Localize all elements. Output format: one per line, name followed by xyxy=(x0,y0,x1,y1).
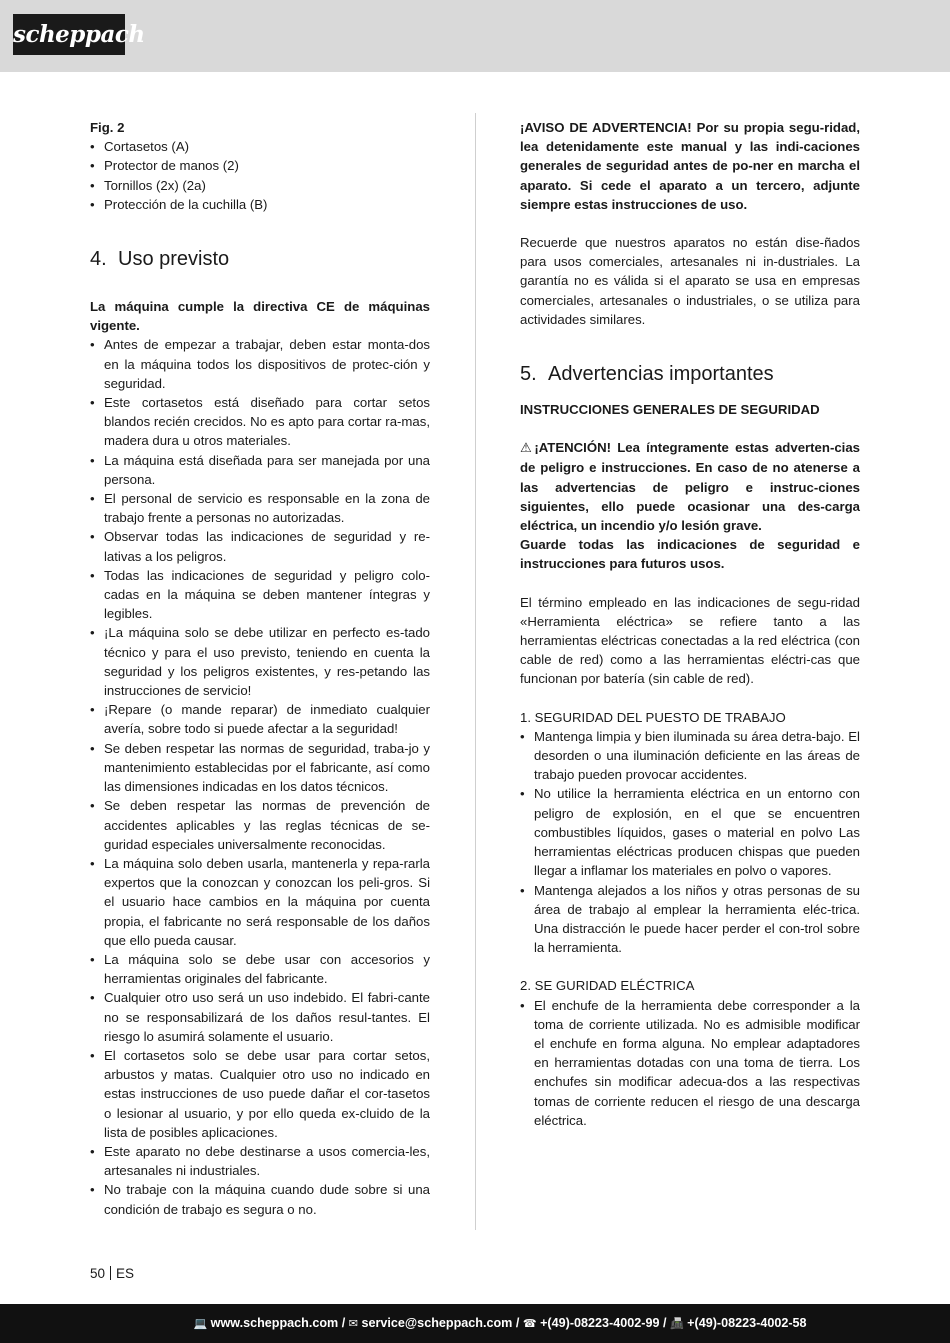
section-number: 4. xyxy=(90,248,107,271)
commercial-use-note: Recuerde que nuestros aparatos no están dise-ñados para usos comerciales, artesanales ni in-dustriales. La garantía no es válida si el aparato se usa en empresas comerciales, artesanales o industriales, o se utiliza para actividades similares. xyxy=(520,235,860,327)
warning-notice: ¡AVISO DE ADVERTENCIA! Por su propia segu-ridad, lea detenidamente este manual y las indi-caciones generales de seguridad antes de po-ner en marcha el aparato. Si cede el aparato a un tercero, adjunte siempre estas instrucciones de uso. xyxy=(520,120,860,212)
list-item: • ¡Repare (o mande reparar) de inmediato cualquier avería, sobre todo si puede afectar a la seguridad! xyxy=(90,700,430,738)
column-divider xyxy=(475,113,476,1230)
attention-warning xyxy=(520,438,860,535)
list-item: • Se deben respetar las normas de prevención de accidentes aplicables y las reglas técnicas de se-guridad especiales universalmente reconocidas. xyxy=(90,796,430,854)
section-5-heading xyxy=(520,362,860,386)
list-item: • El cortasetos solo se debe usar para cortar setos, arbustos y matas. Cualquier otro uso no indicado en estas instrucciones de uso puede dañar el cor-tasetos o lesionar al usuario, y por ello queda ex-cluido de la lista de posibles aplicaciones. xyxy=(90,1046,430,1142)
fig-title: Fig. 2 xyxy=(90,120,125,135)
warning-triangle-icon: ⚠ xyxy=(520,441,535,457)
section-4-heading xyxy=(90,247,430,271)
language-code: ES xyxy=(116,1266,135,1281)
list-item: • La máquina está diseñada para ser manejada por una persona. xyxy=(90,451,430,489)
list-item: • Protector de manos (2) xyxy=(90,156,430,175)
section-number: 5. xyxy=(520,363,537,386)
page-number xyxy=(90,1265,134,1283)
intended-use-list xyxy=(90,335,430,1218)
list-item: • La máquina solo deben usarla, mantenerla y repa-rarla expertos que la conozcan y conozcan los peli-gros. Si el usuario hace cambios en la máquina por cuenta propia, el fabricante no será responsable de los daños que ello pueda causar. xyxy=(90,854,430,950)
list-item: • El personal de servicio es responsable en la zona de trabajo frente a personas no autorizadas. xyxy=(90,489,430,527)
page-number-value: 50 xyxy=(90,1266,106,1281)
subsection-2-title: 2. SE GURIDAD ELÉCTRICA xyxy=(520,978,695,994)
list-item: • Antes de empezar a trabajar, deben estar monta-dos en la máquina todos los dispositivos de protec-ción y seguridad. xyxy=(90,335,430,393)
footer-fax: +(49)-08223-4002-58 xyxy=(687,1316,807,1330)
list-item: • No utilice la herramienta eléctrica en un entorno con peligro de explosión, en el que se encuentren combustibles líquidos, gases o material en polvo Las herramientas eléctricas producen chispas que pueden llegar a inflamar los materiales en polvo o vapores. xyxy=(520,784,860,880)
fig-parts-list xyxy=(90,137,430,214)
phone-icon: ☎ xyxy=(522,1317,537,1330)
keep-instructions-note: Guarde todas las indicaciones de seguridad e instrucciones para futuros usos. xyxy=(520,537,860,572)
right-column xyxy=(520,118,860,1130)
power-tool-definition: El término empleado en las indicaciones de segu-ridad «Herramienta eléctrica» se refiere tanto a las herramientas eléctricas conectadas a la red eléctrica (con cable de red) como a las herramientas eléctri-cas que funcionan por batería (sin cable de red). xyxy=(520,594,860,687)
footer-website[interactable]: www.scheppach.com / xyxy=(210,1316,346,1330)
section-title: Uso previsto xyxy=(118,248,230,271)
page-header xyxy=(0,0,950,72)
workplace-safety-list xyxy=(520,727,860,957)
list-item: • Cortasetos (A) xyxy=(90,137,430,156)
list-item: • La máquina solo se debe usar con accesorios y herramientas originales del fabricante. xyxy=(90,950,430,988)
scheppach-logo: scheppach xyxy=(13,14,125,55)
subsection-1-title: 1. SEGURIDAD DEL PUESTO DE TRABAJO xyxy=(520,709,786,725)
directive-statement: La máquina cumple la directiva CE de máquinas vigente. xyxy=(90,299,430,334)
list-item: • El enchufe de la herramienta debe corresponder a la toma de corriente utilizada. No es admisible modificar el enchufe en forma alguna. No emplear adaptadores en herramientas dotadas con una toma de tierra. Los enchufes sin modificar adecua-dos a las respectivas tomas de corriente reducen el riesgo de una descarga eléctrica. xyxy=(520,996,860,1130)
left-column xyxy=(90,118,430,1219)
list-item: • Mantenga limpia y bien iluminada su área detra-bajo. El desorden o una iluminación deficiente en las áreas de trabajo pueden provocar accidentes. xyxy=(520,727,860,785)
list-item: • Observar todas las indicaciones de seguridad y re-lativas a los peligros. xyxy=(90,527,430,565)
footer-email[interactable]: service@scheppach.com / xyxy=(361,1316,520,1330)
envelope-icon: ✉ xyxy=(348,1317,358,1330)
attention-text: ¡ATENCIÓN! Lea íntegramente estas adverten-cias de peligro e instrucciones. En caso de no atenerse a las advertencias de peligro e instruc-ciones siguientes, ello puede ocasionar una des-carga eléctrica, un incendio y/o lesión grave. xyxy=(520,440,860,534)
list-item: • Tornillos (2x) (2a) xyxy=(90,176,430,195)
list-item: • ¡La máquina solo se debe utilizar en perfecto es-tado técnico y para el uso previsto, teniendo en cuenta la seguridad y los peligros existentes, y res-petando las instrucciones de servicio! xyxy=(90,623,430,700)
safety-instructions-heading: INSTRUCCIONES GENERALES DE SEGURIDAD xyxy=(520,402,820,418)
list-item: • Este aparato no debe destinarse a usos comercia-les, artesanales ni industriales. xyxy=(90,1142,430,1180)
fax-icon: 📠 xyxy=(669,1317,684,1330)
footer-phone: +(49)-08223-4002-99 / xyxy=(540,1316,667,1330)
list-item: • Protección de la cuchilla (B) xyxy=(90,195,430,214)
list-item: • Cualquier otro uso será un uso indebido. El fabri-cante no se responsabilizará de los daños resul-tantes. El riesgo lo asumirá solamente el usuario. xyxy=(90,988,430,1046)
list-item: • Este cortasetos está diseñado para cortar setos blandos recién crecidos. No es apto para cortar ra-mas, madera dura u otros materiales. xyxy=(90,393,430,451)
list-item: • No trabaje con la máquina cuando dude sobre si una condición de trabajo es segura o no. xyxy=(90,1180,430,1218)
computer-icon: 💻 xyxy=(193,1317,208,1330)
list-item: • Todas las indicaciones de seguridad y peligro colo-cadas en la máquina se deben mantener íntegras y legibles. xyxy=(90,566,430,624)
page-number-separator xyxy=(110,1266,111,1280)
section-title: Advertencias importantes xyxy=(548,363,774,386)
list-item: • Se deben respetar las normas de seguridad, traba-jo y mantenimiento establecidas por el fabricante, así como las dimensiones indicadas en los datos técnicos. xyxy=(90,739,430,797)
electrical-safety-list xyxy=(520,996,860,1130)
list-item: • Mantenga alejados a los niños y otras personas de su área de trabajo al emplear la herramienta eléc-trica. Una distracción le puede hacer perder el con-trol sobre la herramienta. xyxy=(520,881,860,958)
page-footer xyxy=(0,1304,950,1343)
